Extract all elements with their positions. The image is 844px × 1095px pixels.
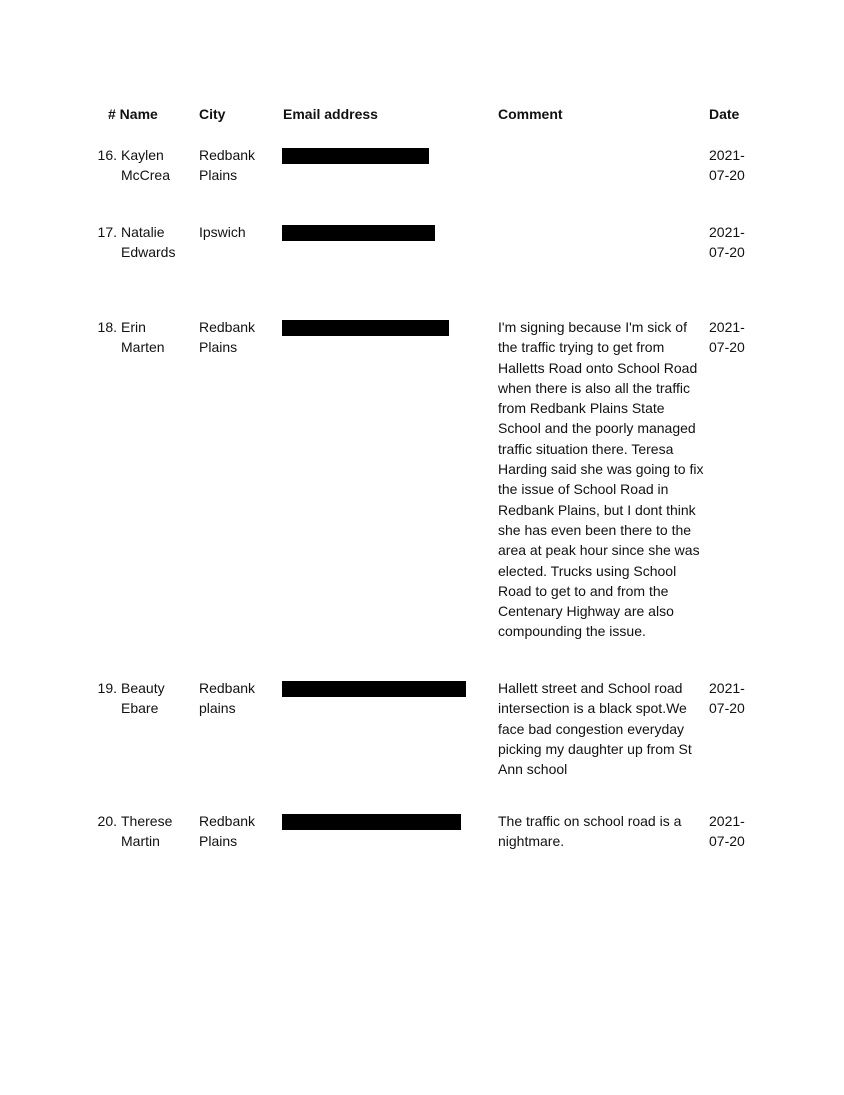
table-header — [0, 104, 844, 124]
header-comment: Comment — [498, 106, 563, 122]
row-number: 17. — [97, 224, 117, 240]
signer-name: Natalie Edwards — [121, 224, 176, 261]
signature-date: 2021-07-20 — [709, 224, 745, 261]
signature-date: 2021-07-20 — [709, 813, 745, 850]
header-date: Date — [709, 106, 740, 122]
redacted-email — [282, 814, 461, 830]
signer-name: Kaylen McCrea — [121, 147, 171, 184]
row-number: 19. — [97, 680, 117, 696]
signer-comment: I'm signing because I'm sick of the traffic trying to get from Halletts Road onto School Road when there is also all the traffic from Redbank Plains State School and the poorly managed traffic situation there. Teresa Harding said she was going to fix the issue of School Road in Redbank Plains, but I dont think she has even been there to the area at peak hour since she was elected. Trucks using School Road to get to and from the Centenary Highway are also compounding the issue. — [498, 319, 704, 640]
signer-name: Erin Marten — [121, 319, 165, 356]
signer-comment: The traffic on school road is a nightmare. — [498, 813, 682, 850]
signer-city: Redbank plains — [199, 680, 256, 717]
signer-name: Beauty Ebare — [121, 680, 165, 717]
signer-city: Redbank Plains — [199, 147, 256, 184]
row-number: 20. — [97, 813, 117, 829]
header-city: City — [199, 106, 226, 122]
signature-date: 2021-07-20 — [709, 319, 745, 356]
row-number: 16. — [97, 147, 117, 163]
signature-date: 2021-07-20 — [709, 147, 745, 184]
redacted-email — [282, 225, 435, 241]
row-number: 18. — [97, 319, 117, 335]
signer-city: Redbank Plains — [199, 319, 256, 356]
signer-city: Ipswich — [199, 224, 246, 240]
signer-city: Redbank Plains — [199, 813, 256, 850]
signer-name: Therese Martin — [121, 813, 173, 850]
signer-comment: Hallett street and School road intersection is a black spot.We face bad congestion everyday picking my daughter up from St Ann school — [498, 680, 692, 778]
header-number-name: # Name — [108, 106, 158, 122]
redacted-email — [282, 681, 466, 697]
redacted-email — [282, 320, 449, 336]
redacted-email — [282, 148, 429, 164]
header-email: Email address — [283, 106, 378, 122]
signature-date: 2021-07-20 — [709, 680, 745, 717]
